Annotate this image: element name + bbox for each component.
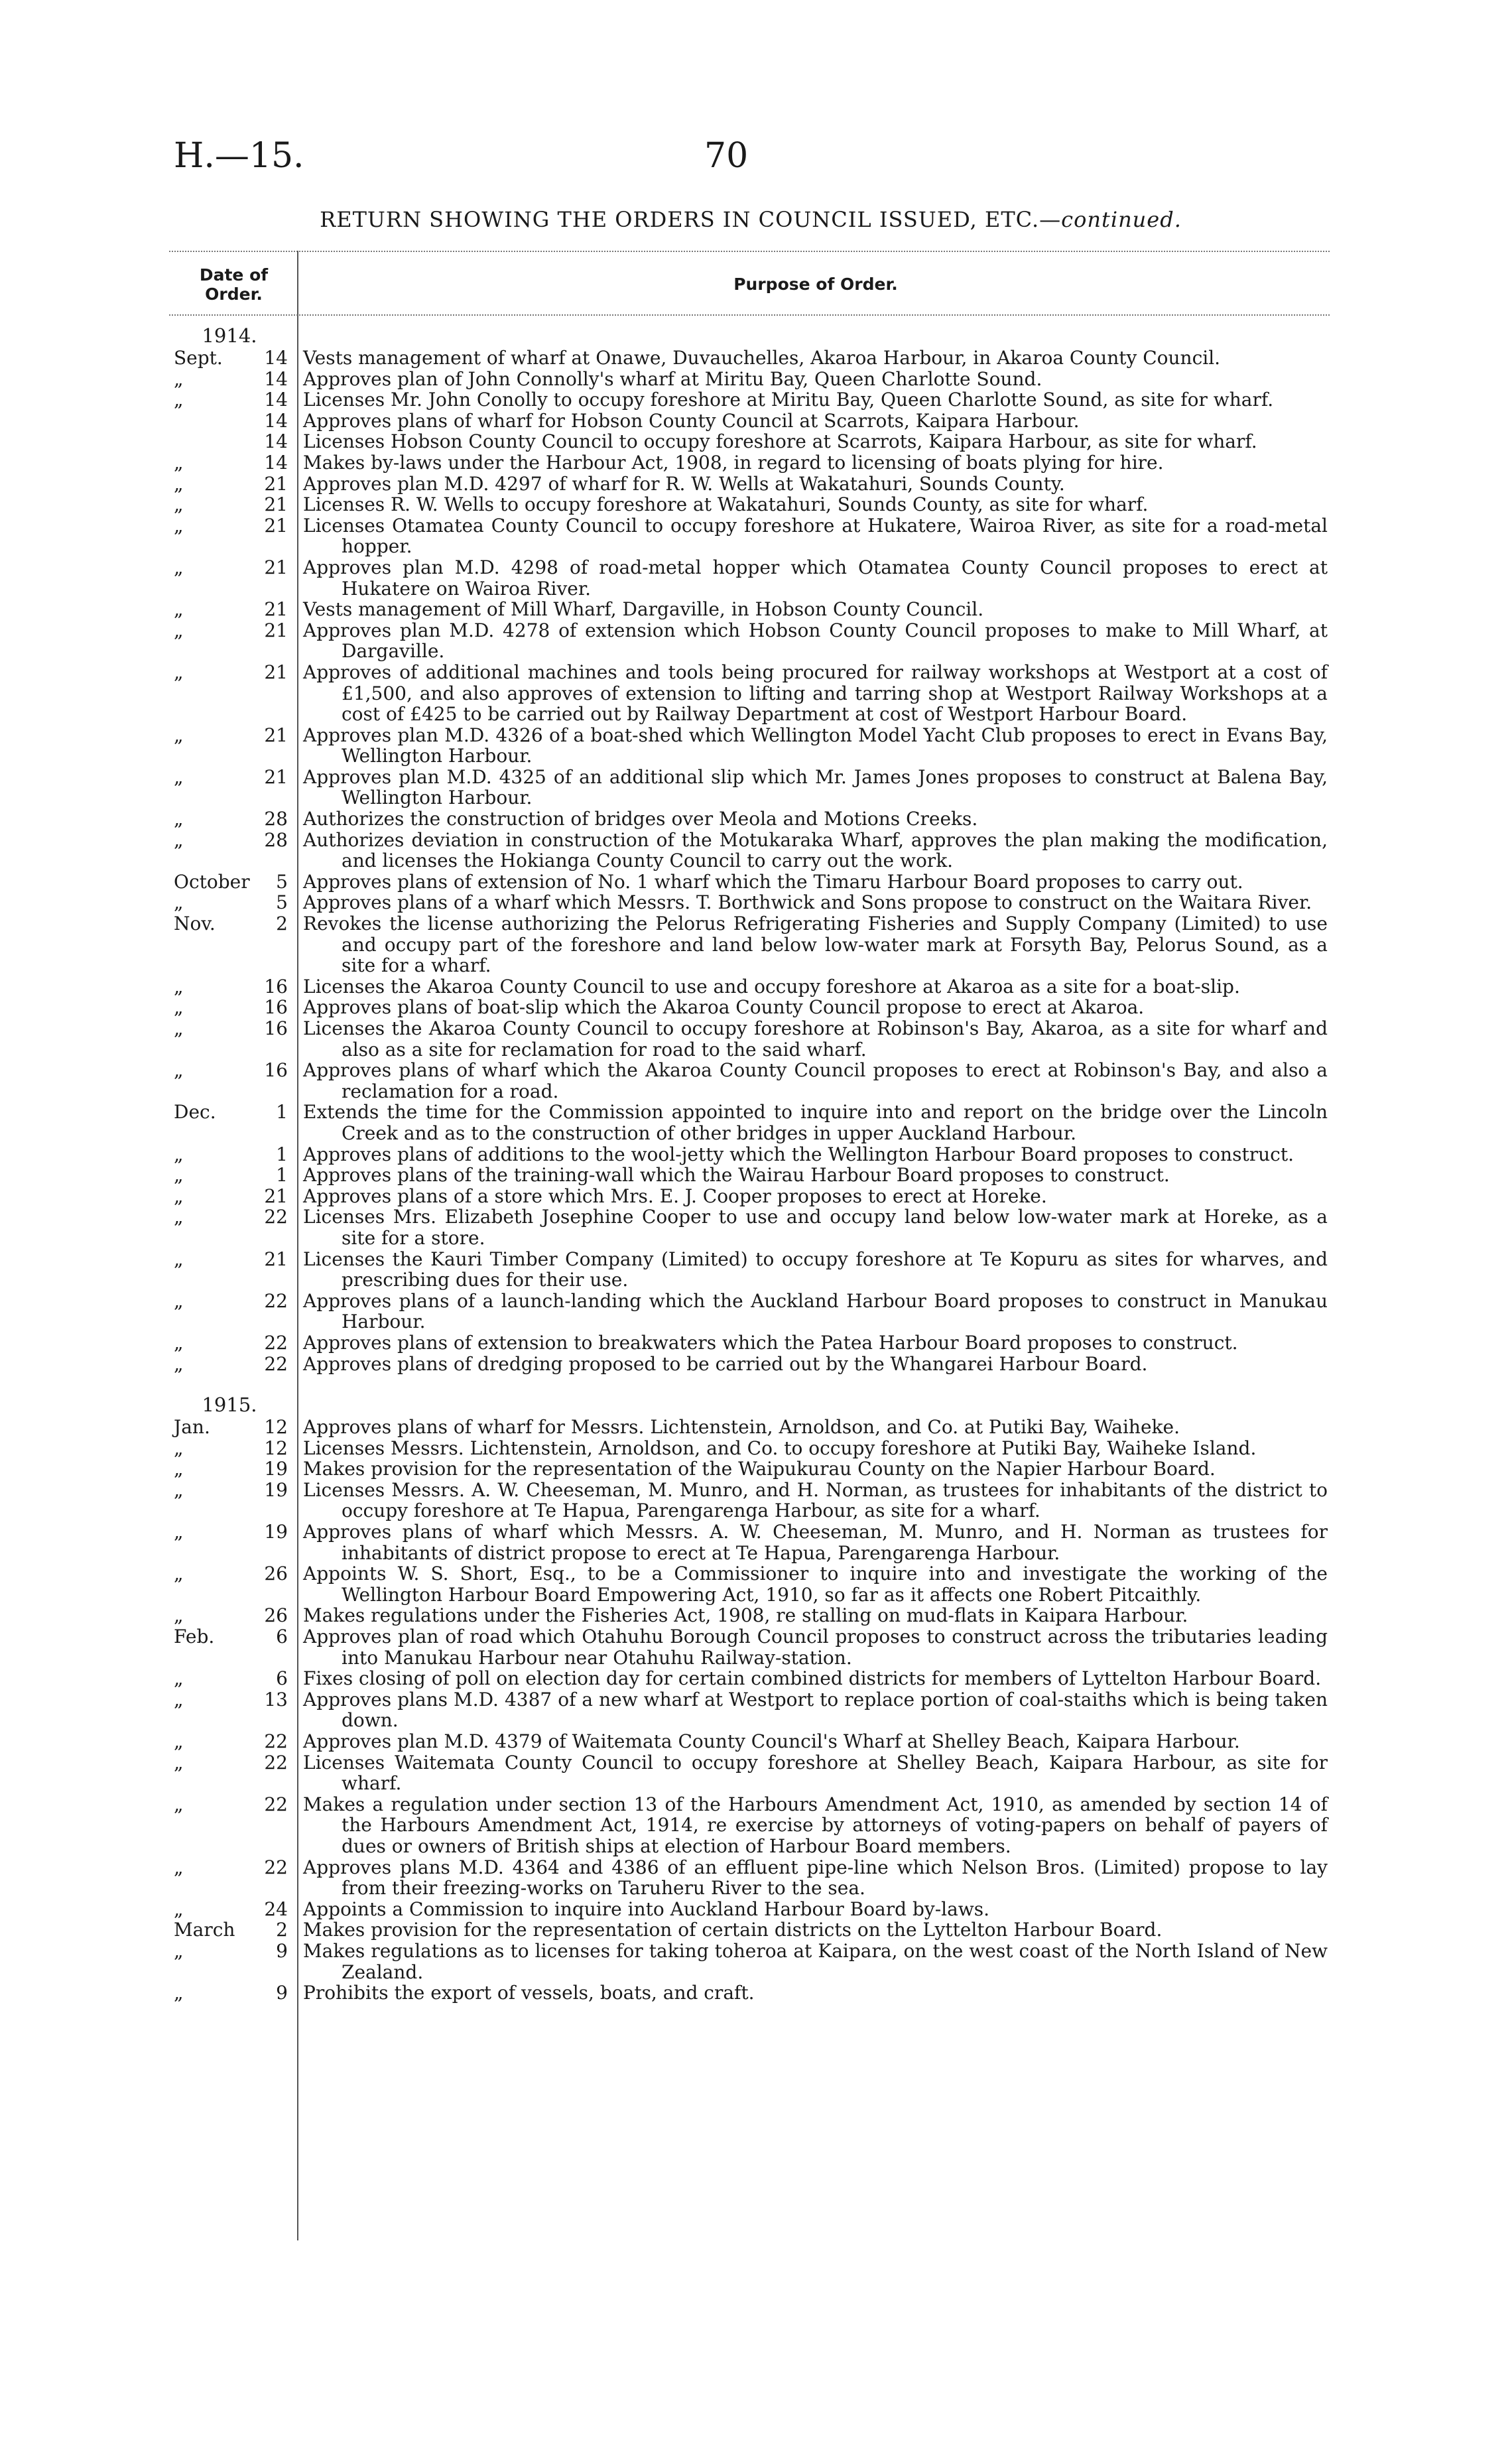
order-row: [174, 1165, 1328, 1186]
order-purpose: Vests management of Mill Wharf, Dargaville, in Hobson County Council.: [303, 598, 984, 621]
order-month: „: [174, 619, 184, 641]
order-row: [174, 1018, 1328, 1060]
order-month: „: [174, 1185, 184, 1207]
order-month: „: [174, 1478, 184, 1501]
order-day: 19: [264, 1521, 288, 1543]
order-day: 9: [276, 1939, 288, 1962]
order-month: „: [174, 556, 184, 578]
order-day: 5: [276, 891, 288, 914]
order-day: 26: [264, 1563, 288, 1585]
order-day: 21: [264, 724, 288, 746]
order-day: 16: [264, 975, 288, 998]
order-day: 6: [276, 1626, 288, 1648]
order-row: [174, 1626, 1328, 1668]
order-purpose: Approves plan M.D. 4325 of an additional slip which Mr. James Jones proposes to construct at Balena Bay, Wellington Harbour.: [303, 765, 1328, 809]
order-day: 21: [264, 556, 288, 578]
order-month: „: [174, 765, 184, 788]
order-purpose: Fixes closing of poll on election day for certain combined districts for members of Lyttelton Harbour Board.: [303, 1667, 1322, 1690]
title-main: RETURN SHOWING THE ORDERS IN COUNCIL ISSUED, ETC.—: [320, 207, 1062, 232]
order-day: 22: [264, 1206, 288, 1228]
order-day: 14: [264, 430, 288, 453]
order-purpose: Appoints W. S. Short, Esq., to be a Commissioner to inquire into and investigate the working of the Wellington Harbour Board Empowering Act, 1910, so far as it affects one Robert Pitcaithly.: [303, 1563, 1328, 1606]
order-purpose: Authorizes deviation in construction of the Motukaraka Wharf, approves the plan making the modification, and licenses the Hokianga County Council to carry out the work.: [303, 828, 1328, 872]
order-month: „: [174, 828, 184, 851]
order-day: 22: [264, 1856, 288, 1878]
order-day: 21: [264, 619, 288, 641]
order-row: [174, 808, 1328, 830]
order-day: 28: [264, 828, 288, 851]
order-purpose: Licenses Mr. John Conolly to occupy foreshore at Miritu Bay, Queen Charlotte Sound, as site for wharf.: [303, 389, 1274, 411]
order-row: [174, 871, 1328, 893]
order-day: 13: [264, 1688, 288, 1710]
order-purpose: Approves plans of wharf for Messrs. Lichtenstein, Arnoldson, and Co. at Putiki Bay, Waiheke.: [303, 1416, 1180, 1439]
order-purpose: Licenses the Akaroa County Council to occupy foreshore at Robinson's Bay, Akaroa, as a site for wharf and also as a site for reclamation for road to the said wharf.: [303, 1017, 1328, 1061]
order-purpose: Approves plan M.D. 4298 of road-metal hopper which Otamatea County Council proposes to erect at Hukatere on Wairoa River.: [303, 556, 1328, 600]
order-row: [174, 1731, 1328, 1752]
order-month: „: [174, 1017, 184, 1039]
order-month: „: [174, 996, 184, 1019]
order-day: 1: [276, 1101, 288, 1124]
order-purpose: Vests management of wharf at Onawe, Duvauchelles, Akaroa Harbour, in Akaroa County Council.: [303, 347, 1221, 369]
date-column-header: [179, 265, 288, 304]
order-row: [174, 1521, 1328, 1563]
order-month: October: [174, 870, 250, 893]
order-day: 16: [264, 996, 288, 1019]
order-purpose: Approves of additional machines and tools being procured for railway workshops at Westport at a cost of £1,500, and also approves of extension to lifting and tarring shop at Westport Railway Workshops at a cost of £425 to be carried out by Railway Department at cost of Westport Harbour Board.: [303, 661, 1328, 726]
top-rule: [169, 251, 1330, 252]
order-month: „: [174, 891, 184, 914]
order-purpose: Approves plans of the training-wall which the Wairau Harbour Board proposes to construct.: [303, 1164, 1170, 1187]
order-day: 22: [264, 1289, 288, 1312]
order-month: „: [174, 975, 184, 998]
order-row: [174, 1899, 1328, 1920]
order-purpose: Approves plans of wharf which Messrs. A. W. Cheeseman, M. Munro, and H. Norman as trustees for inhabitants of district propose to erect at Te Hapua, Parengarenga Harbour.: [303, 1521, 1328, 1564]
order-day: 21: [264, 493, 288, 516]
order-purpose: Extends the time for the Commission appointed to inquire into and report on the bridge over the Lincoln Creek and as to the construction of other bridges in upper Auckland Harbour.: [303, 1101, 1328, 1144]
order-month: „: [174, 1143, 184, 1165]
order-row: [174, 515, 1328, 557]
order-purpose: Licenses Messrs. Lichtenstein, Arnoldson, and Co. to occupy foreshore at Putiki Bay, Waiheke Island.: [303, 1437, 1257, 1459]
order-month: „: [174, 1458, 184, 1480]
date-header-line1: Date of: [199, 265, 269, 285]
order-row: [174, 494, 1328, 515]
order-row: [174, 1689, 1328, 1731]
order-row: [174, 725, 1328, 767]
order-row: [174, 369, 1328, 390]
table-title: [174, 207, 1328, 232]
order-month: „: [174, 367, 184, 390]
order-row: [174, 1102, 1328, 1143]
order-purpose: Approves plan M.D. 4379 of Waitemata County Council's Wharf at Shelley Beach, Kaipara Harbour.: [303, 1730, 1240, 1752]
order-day: 9: [276, 1982, 288, 2004]
order-row: [174, 1249, 1328, 1291]
order-month: „: [174, 598, 184, 621]
order-month: „: [174, 1164, 184, 1187]
order-day: 22: [264, 1331, 288, 1354]
year-heading: 1915.: [202, 1393, 257, 1417]
order-purpose: Licenses the Kauri Timber Company (Limited) to occupy foreshore at Te Kopuru as sites for wharves, and prescribing dues for their use.: [303, 1248, 1328, 1291]
order-purpose: Makes provision for the representation of certain districts on the Lyttelton Harbour Board.: [303, 1919, 1163, 1941]
order-day: 19: [264, 1458, 288, 1480]
order-row: [174, 1605, 1328, 1626]
order-row: [174, 557, 1328, 599]
order-month: „: [174, 1751, 184, 1774]
order-month: „: [174, 1289, 184, 1312]
order-purpose: Licenses Messrs. A. W. Cheeseman, M. Munro, and H. Norman, as trustees for inhabitants of the district to occupy foreshore at Te Hapua, Parengarenga Harbour, as site for a wharf.: [303, 1478, 1328, 1522]
order-day: 2: [276, 913, 288, 935]
order-month: „: [174, 1667, 184, 1690]
order-row: [174, 411, 1328, 432]
order-day: 21: [264, 1248, 288, 1270]
order-month: „: [174, 661, 184, 683]
order-purpose: Approves plans of wharf which the Akaroa County Council proposes to erect at Robinson's Bay, and also a reclamation for a road.: [303, 1059, 1328, 1102]
title-continued: continued.: [1061, 207, 1182, 232]
order-month: „: [174, 1248, 184, 1270]
order-purpose: Approves plan of road which Otahuhu Borough Council proposes to construct across the tributaries leading into Manukau Harbour near Otahuhu Railway-station.: [303, 1626, 1328, 1669]
order-month: Feb.: [174, 1626, 215, 1648]
order-day: 21: [264, 765, 288, 788]
order-purpose: Approves plans of dredging proposed to be carried out by the Whangarei Harbour Board.: [303, 1352, 1148, 1375]
order-day: 22: [264, 1730, 288, 1752]
order-row: [174, 1982, 1328, 2004]
page-header: [174, 136, 1328, 182]
order-day: 22: [264, 1793, 288, 1815]
order-day: 24: [264, 1898, 288, 1920]
order-day: 2: [276, 1919, 288, 1941]
order-month: „: [174, 1437, 184, 1459]
order-month: „: [174, 389, 184, 411]
order-month: Nov.: [174, 913, 216, 935]
page-reference: H.—15.: [174, 136, 304, 176]
order-purpose: Approves plan of John Connolly's wharf at Miritu Bay, Queen Charlotte Sound.: [303, 367, 1042, 390]
order-month: „: [174, 1898, 184, 1920]
year-heading: 1914.: [202, 324, 257, 347]
order-purpose: Licenses R. W. Wells to occupy foreshore at Wakatahuri, Sounds County, as site for wharf.: [303, 493, 1149, 516]
order-day: 21: [264, 472, 288, 495]
order-month: „: [174, 451, 184, 474]
order-row: [174, 1919, 1328, 1941]
order-day: 16: [264, 1017, 288, 1039]
order-row: [174, 1941, 1328, 1982]
order-purpose: Authorizes the construction of bridges over Meola and Motions Creeks.: [303, 808, 978, 830]
order-row: [174, 599, 1328, 620]
order-month: „: [174, 808, 184, 830]
order-purpose: Approves plans M.D. 4364 and 4386 of an effluent pipe-line which Nelson Bros. (Limited) propose to lay from their freezing-works on Taruheru River to the sea.: [303, 1856, 1328, 1900]
order-row: [174, 892, 1328, 913]
order-month: „: [174, 514, 184, 537]
order-row: [174, 1668, 1328, 1689]
order-purpose: Approves plans of extension to breakwaters which the Patea Harbour Board proposes to construct.: [303, 1331, 1238, 1354]
order-day: 6: [276, 1667, 288, 1690]
order-day: 5: [276, 870, 288, 893]
order-month: „: [174, 1059, 184, 1082]
order-day: 16: [264, 1059, 288, 1082]
page-number: 70: [704, 136, 749, 176]
order-purpose: Licenses Mrs. Elizabeth Josephine Cooper to use and occupy land below low-water mark at Horeke, as a site for a store.: [303, 1206, 1328, 1249]
orders-list: [174, 324, 1328, 2004]
order-month: Sept.: [174, 347, 223, 369]
order-purpose: Makes regulations under the Fisheries Act, 1908, re stalling on mud-flats in Kaipara Harbour.: [303, 1604, 1188, 1627]
order-row: [174, 1794, 1328, 1857]
order-month: „: [174, 472, 184, 495]
order-row: [174, 452, 1328, 474]
order-purpose: Makes provision for the representation of the Waipukurau County on the Napier Harbour Board.: [303, 1458, 1216, 1480]
order-day: 14: [264, 389, 288, 411]
order-day: 21: [264, 1185, 288, 1207]
order-day: 22: [264, 1751, 288, 1774]
order-month: Jan.: [174, 1416, 210, 1439]
order-row: [174, 389, 1328, 411]
order-purpose: Approves plan M.D. 4297 of wharf for R. W. Wells at Wakatahuri, Sounds County.: [303, 472, 1065, 495]
header-rule: [169, 314, 1330, 316]
order-day: 1: [276, 1164, 288, 1187]
order-day: 21: [264, 661, 288, 683]
order-row: [174, 767, 1328, 808]
order-purpose: Approves plan M.D. 4326 of a boat-shed which Wellington Model Yacht Club proposes to erect in Evans Bay, Wellington Harbour.: [303, 724, 1328, 767]
order-day: 21: [264, 598, 288, 621]
order-purpose: Approves plan M.D. 4278 of extension which Hobson County Council proposes to make to Mill Wharf, at Dargaville.: [303, 619, 1328, 663]
order-row: [174, 1857, 1328, 1899]
order-purpose: Approves plans of a wharf which Messrs. T. Borthwick and Sons propose to construct on the Waitara River.: [303, 891, 1312, 914]
year-gap: [174, 1374, 1328, 1393]
order-day: 26: [264, 1604, 288, 1627]
order-day: 14: [264, 347, 288, 369]
order-row: [174, 913, 1328, 976]
order-day: 22: [264, 1352, 288, 1375]
order-purpose: Licenses Otamatea County Council to occupy foreshore at Hukatere, Wairoa River, as site for a road-metal hopper.: [303, 514, 1328, 558]
order-month: „: [174, 1521, 184, 1543]
order-month: „: [174, 1793, 184, 1815]
order-purpose: Revokes the license authorizing the Pelorus Refrigerating Fisheries and Supply Company (Limited) to use and occupy part of the foreshore and land below low-water mark at Forsyth Bay, Pelorus Sound, as a site for a wharf.: [303, 913, 1328, 977]
order-row: [174, 1060, 1328, 1102]
order-row: [174, 1752, 1328, 1794]
date-header-line2: Order.: [205, 285, 263, 304]
order-purpose: Approves plans of wharf for Hobson County Council at Scarrots, Kaipara Harbour.: [303, 409, 1080, 432]
order-row: [174, 662, 1328, 725]
order-month: „: [174, 493, 184, 516]
order-row: [174, 620, 1328, 662]
order-month: „: [174, 1206, 184, 1228]
order-row: [174, 830, 1328, 871]
order-row: [174, 1206, 1328, 1248]
order-day: 12: [264, 1437, 288, 1459]
order-month: „: [174, 1352, 184, 1375]
order-purpose: Approves plans of a launch-landing which the Auckland Harbour Board proposes to construct in Manukau Harbour.: [303, 1289, 1328, 1333]
order-row: [174, 1332, 1328, 1354]
order-month: „: [174, 724, 184, 746]
order-day: 12: [264, 1416, 288, 1439]
order-row: [174, 1354, 1328, 1375]
order-day: 14: [264, 367, 288, 390]
order-purpose: Licenses Waitemata County Council to occupy foreshore at Shelley Beach, Kaipara Harbour, as site for wharf.: [303, 1751, 1328, 1795]
order-purpose: Approves plans M.D. 4387 of a new wharf at Westport to replace portion of coal-staiths which is being taken down.: [303, 1688, 1328, 1732]
order-row: [174, 348, 1328, 369]
order-month: „: [174, 1856, 184, 1878]
order-day: 1: [276, 1143, 288, 1165]
order-month: „: [174, 1939, 184, 1962]
order-month: „: [174, 1331, 184, 1354]
order-row: [174, 1563, 1328, 1605]
order-month: „: [174, 1604, 184, 1627]
order-month: „: [174, 1982, 184, 2004]
order-month: „: [174, 1563, 184, 1585]
order-row: [174, 1438, 1328, 1459]
order-purpose: Makes a regulation under section 13 of the Harbours Amendment Act, 1910, as amended by section 14 of the Harbours Amendment Act, 1914, re exercise by attorneys of voting-papers on behalf of payers of dues or owners of British ships at election of Harbour Board members.: [303, 1793, 1328, 1857]
order-day: 28: [264, 808, 288, 830]
order-month: „: [174, 1730, 184, 1752]
purpose-column-header: Purpose of Order.: [733, 275, 898, 294]
order-purpose: Makes by-laws under the Harbour Act, 1908, in regard to licensing of boats plying for hire.: [303, 451, 1164, 474]
order-day: 14: [264, 451, 288, 474]
order-day: 19: [264, 1478, 288, 1501]
order-purpose: Approves plans of boat-slip which the Akaroa County Council propose to erect at Akaroa.: [303, 996, 1145, 1019]
order-purpose: Licenses Hobson County Council to occupy foreshore at Scarrots, Kaipara Harbour, as site for wharf.: [303, 430, 1257, 453]
order-purpose: Approves plans of extension of No. 1 wharf which the Timaru Harbour Board proposes to carry out.: [303, 870, 1243, 893]
order-row: [174, 1458, 1328, 1480]
order-purpose: Approves plans of a store which Mrs. E. J. Cooper proposes to erect at Horeke.: [303, 1185, 1047, 1207]
order-row: [174, 431, 1328, 452]
order-month: Dec.: [174, 1101, 216, 1124]
order-day: 14: [264, 409, 288, 432]
order-row: [174, 1291, 1328, 1332]
order-row: [174, 474, 1328, 495]
order-purpose: Makes regulations as to licenses for taking toheroa at Kaipara, on the west coast of the North Island of New Zealand.: [303, 1939, 1328, 1983]
order-row: [174, 1144, 1328, 1165]
order-row: [174, 976, 1328, 998]
order-purpose: Licenses the Akaroa County Council to use and occupy foreshore at Akaroa as a site for a boat-slip.: [303, 975, 1240, 998]
order-row: [174, 997, 1328, 1018]
order-purpose: Prohibits the export of vessels, boats, and craft.: [303, 1982, 755, 2004]
order-day: 21: [264, 514, 288, 537]
order-row: [174, 1417, 1328, 1438]
order-row: [174, 1480, 1328, 1521]
order-purpose: Approves plans of additions to the wool-jetty which the Wellington Harbour Board proposes to construct.: [303, 1143, 1294, 1165]
order-month: „: [174, 1688, 184, 1710]
order-month: March: [174, 1919, 235, 1941]
order-row: [174, 1186, 1328, 1207]
order-purpose: Appoints a Commission to inquire into Auckland Harbour Board by-laws.: [303, 1898, 990, 1920]
